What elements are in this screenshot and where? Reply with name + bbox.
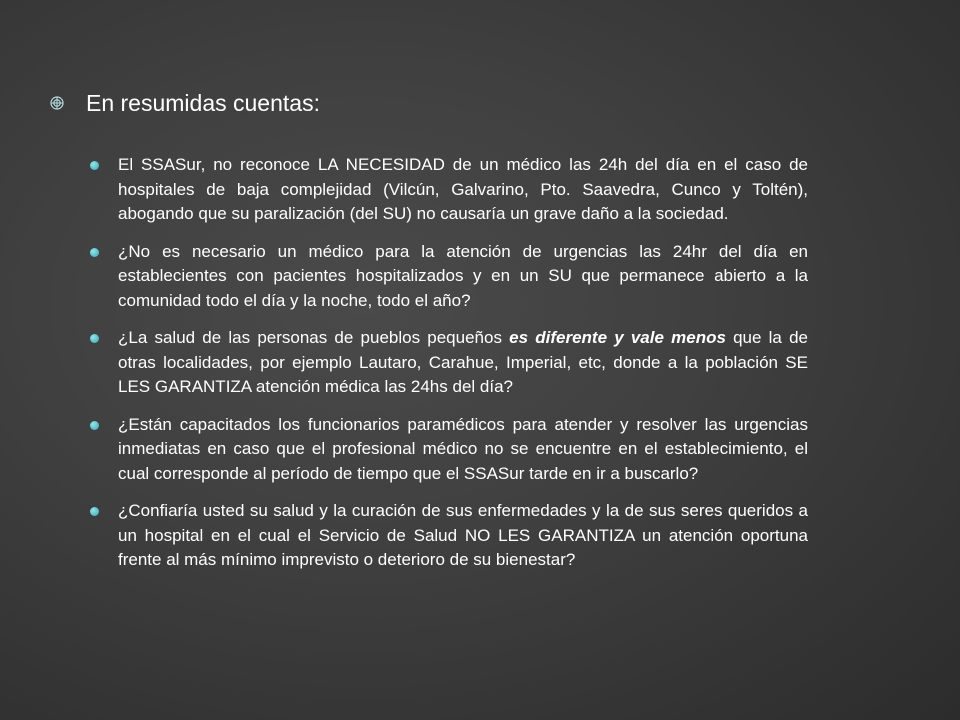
slide-title: En resumidas cuentas: — [86, 90, 320, 116]
bullet-item — [90, 153, 808, 227]
slide-title-row — [50, 88, 320, 118]
bullet-text: ¿Están capacitados los funcionarios paramédicos para atender y resolver las urgencias inmediatas en caso que el profesional médico no se encuentre en el establecimiento, el cual corresponde al período de tiempo que el SSASur tarde en ir a buscarlo? — [118, 414, 808, 483]
bullet-item — [90, 240, 808, 314]
bullet-text: ¿Confiaría usted su salud y la curación de sus enfermedades y la de sus seres queridos a un hospital en el cual el Servicio de Salud NO LES GARANTIZA un atención oportuna frente al más mínimo imprevisto o deterioro de su bienestar? — [118, 501, 808, 569]
teal-dot-icon — [90, 421, 99, 430]
target-bullet-icon — [50, 96, 64, 110]
teal-dot-icon — [90, 248, 99, 257]
bullet-text-post: que la de otras localidades, por ejemplo Lautaro, Carahue, Imperial, etc, donde a la población SE LES GARANTIZA atención médica las 24hs del día? — [118, 328, 808, 396]
bullet-list — [90, 153, 808, 586]
teal-dot-icon — [90, 334, 99, 343]
bullet-item — [90, 499, 808, 573]
bullet-item — [90, 413, 808, 487]
bullet-text-pre: ¿La salud de las personas de pueblos pequeños — [118, 328, 510, 347]
teal-dot-icon — [90, 161, 99, 170]
bullet-text: El SSASur, no reconoce LA NECESIDAD de un médico las 24h del día en el caso de hospitales de baja complejidad (Vilcún, Galvarino, Pto. Saavedra, Cunco y Toltén), abogando que su paralización (del SU) no causaría un grave daño a la sociedad. — [118, 155, 808, 223]
bullet-text-emphasis: es diferente y vale menos — [509, 328, 726, 347]
bullet-text: ¿No es necesario un médico para la atención de urgencias las 24hr del día en establecientes con pacientes hospitalizados y en un SU que permanece abierto a la comunidad todo el día y la noche, todo el año? — [118, 241, 808, 310]
bullet-item — [90, 326, 808, 400]
teal-dot-icon — [90, 507, 99, 516]
